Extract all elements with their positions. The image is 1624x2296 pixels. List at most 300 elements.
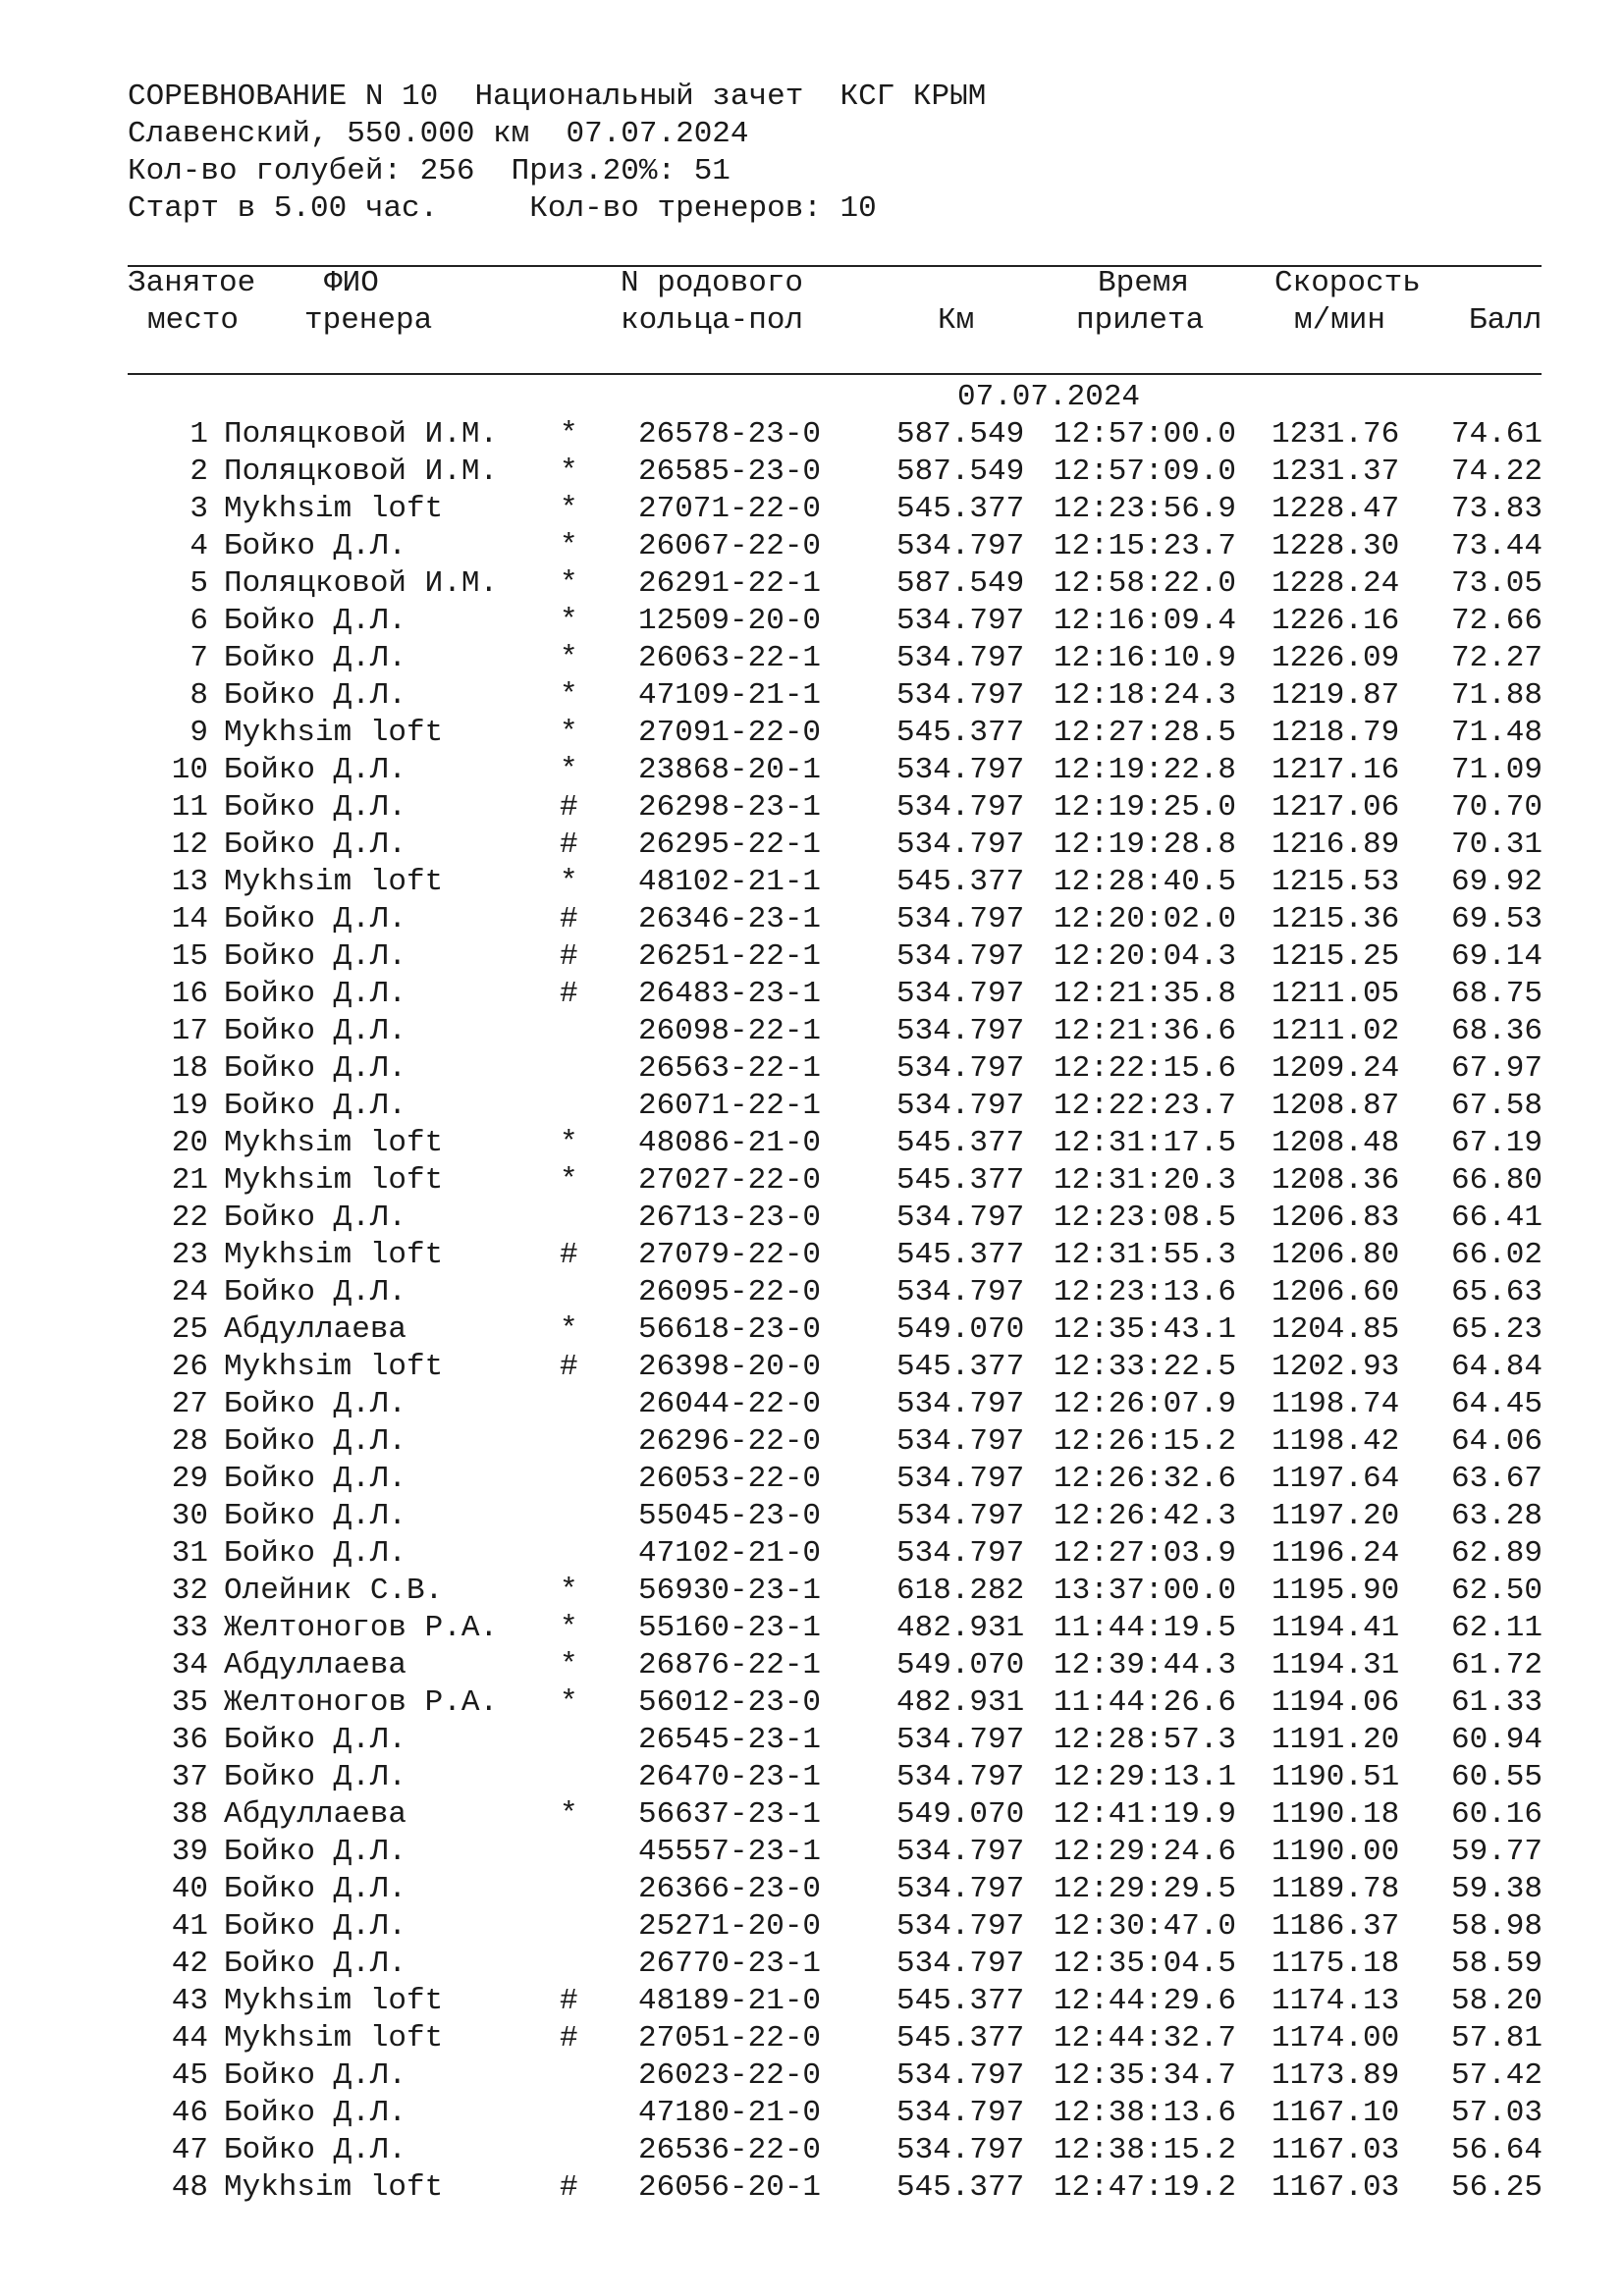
table-row: [0, 416, 1624, 454]
score-cell: 71.48: [1450, 716, 1543, 750]
distance-cell: 534.797: [896, 1835, 1025, 1869]
trainer-name-cell: Бойко Д.Л.: [224, 1387, 407, 1421]
table-row: [0, 1311, 1624, 1349]
arrival-time-cell: 12:23:13.6: [1054, 1275, 1237, 1309]
arrival-time-cell: 12:16:09.4: [1054, 604, 1237, 638]
table-row: [0, 1983, 1624, 2020]
trainer-name-cell: Mykhsim loft: [224, 1984, 444, 2018]
table-row: [0, 715, 1624, 752]
arrival-time-cell: 12:21:35.8: [1054, 977, 1237, 1011]
table-row: [0, 1647, 1624, 1684]
speed-cell: 1194.31: [1272, 1648, 1400, 1682]
distance-cell: 534.797: [896, 1201, 1025, 1235]
distance-cell: 534.797: [896, 939, 1025, 974]
ring-number-cell: 26366-23-0: [638, 1872, 822, 1906]
place-cell: 48: [171, 2170, 208, 2205]
arrival-time-cell: 12:28:40.5: [1054, 865, 1237, 899]
speed-cell: 1174.13: [1272, 1984, 1400, 2018]
distance-cell: 482.931: [896, 1611, 1025, 1645]
table-row: [0, 454, 1624, 491]
ring-number-cell: 26713-23-0: [638, 1201, 822, 1235]
table-row: [0, 491, 1624, 528]
col-speed-header-1: Скорость: [1274, 266, 1421, 300]
ring-number-cell: 26563-22-1: [638, 1051, 822, 1086]
arrival-time-cell: 12:26:07.9: [1054, 1387, 1237, 1421]
table-row: [0, 1498, 1624, 1535]
distance-cell: 534.797: [896, 1947, 1025, 1981]
place-cell: 9: [189, 716, 208, 750]
mark-cell: #: [560, 1350, 578, 1384]
speed-cell: 1228.47: [1272, 492, 1400, 526]
trainer-name-cell: Бойко Д.Л.: [224, 753, 407, 787]
speed-cell: 1231.37: [1272, 454, 1400, 489]
speed-cell: 1175.18: [1272, 1947, 1400, 1981]
ring-number-cell: 26545-23-1: [638, 1723, 822, 1757]
competition-title: СОРЕВНОВАНИЕ N 10 Национальный зачет КСГ КРЫМ: [128, 80, 987, 114]
ring-number-cell: 48189-21-0: [638, 1984, 822, 2018]
place-cell: 2: [189, 454, 208, 489]
col-time-header-2: прилета: [1076, 303, 1205, 338]
score-cell: 61.72: [1450, 1648, 1543, 1682]
mark-cell: *: [560, 678, 578, 713]
place-cell: 1: [189, 417, 208, 452]
table-row: [0, 827, 1624, 864]
arrival-time-cell: 12:41:19.9: [1054, 1797, 1237, 1832]
score-cell: 58.20: [1450, 1984, 1543, 2018]
trainer-name-cell: Абдуллаева: [224, 1797, 407, 1832]
mark-cell: *: [560, 492, 578, 526]
ring-number-cell: 26398-20-0: [638, 1350, 822, 1384]
place-cell: 41: [171, 1909, 208, 1944]
trainer-name-cell: Бойко Д.Л.: [224, 1275, 407, 1309]
arrival-time-cell: 12:30:47.0: [1054, 1909, 1237, 1944]
arrival-time-cell: 12:22:15.6: [1054, 1051, 1237, 1086]
score-cell: 58.98: [1450, 1909, 1543, 1944]
ring-number-cell: 12509-20-0: [638, 604, 822, 638]
arrival-time-cell: 12:35:34.7: [1054, 2058, 1237, 2093]
trainer-name-cell: Mykhsim loft: [224, 865, 444, 899]
trainer-name-cell: Mykhsim loft: [224, 2170, 444, 2205]
mark-cell: #: [560, 2021, 578, 2056]
mark-cell: *: [560, 716, 578, 750]
trainer-name-cell: Бойко Д.Л.: [224, 902, 407, 936]
ring-number-cell: 47102-21-0: [638, 1536, 822, 1571]
trainer-name-cell: Бойко Д.Л.: [224, 604, 407, 638]
place-cell: 36: [171, 1723, 208, 1757]
trainer-name-cell: Поляцковой И.М.: [224, 454, 499, 489]
mark-cell: #: [560, 939, 578, 974]
place-cell: 28: [171, 1424, 208, 1459]
ring-number-cell: 56930-23-1: [638, 1574, 822, 1608]
score-cell: 57.81: [1450, 2021, 1543, 2056]
score-cell: 69.53: [1450, 902, 1543, 936]
speed-cell: 1174.00: [1272, 2021, 1400, 2056]
mark-cell: #: [560, 1984, 578, 2018]
arrival-time-cell: 12:31:55.3: [1054, 1238, 1237, 1272]
table-row: [0, 1349, 1624, 1386]
ring-number-cell: 48102-21-1: [638, 865, 822, 899]
distance-cell: 534.797: [896, 604, 1025, 638]
place-cell: 24: [171, 1275, 208, 1309]
col-name-header-1: ФИО: [324, 266, 379, 300]
score-cell: 60.16: [1450, 1797, 1543, 1832]
col-ring-header-2: кольца-пол: [621, 303, 804, 338]
trainer-name-cell: Бойко Д.Л.: [224, 828, 407, 862]
race-info: Славенский, 550.000 км 07.07.2024: [128, 117, 749, 151]
arrival-time-cell: 12:27:03.9: [1054, 1536, 1237, 1571]
mark-cell: *: [560, 753, 578, 787]
score-cell: 74.22: [1450, 454, 1543, 489]
speed-cell: 1196.24: [1272, 1536, 1400, 1571]
distance-cell: 545.377: [896, 2021, 1025, 2056]
trainer-name-cell: Бойко Д.Л.: [224, 1872, 407, 1906]
speed-cell: 1197.64: [1272, 1462, 1400, 1496]
speed-cell: 1206.60: [1272, 1275, 1400, 1309]
trainer-name-cell: Бойко Д.Л.: [224, 2133, 407, 2167]
table-row: [0, 2020, 1624, 2057]
table-row: [0, 864, 1624, 901]
trainer-name-cell: Mykhsim loft: [224, 1350, 444, 1384]
place-cell: 39: [171, 1835, 208, 1869]
arrival-time-cell: 12:28:57.3: [1054, 1723, 1237, 1757]
distance-cell: 534.797: [896, 1387, 1025, 1421]
distance-cell: 534.797: [896, 2133, 1025, 2167]
ring-number-cell: 26536-22-0: [638, 2133, 822, 2167]
speed-cell: 1215.36: [1272, 902, 1400, 936]
trainer-name-cell: Бойко Д.Л.: [224, 1723, 407, 1757]
score-cell: 69.14: [1450, 939, 1543, 974]
table-row: [0, 528, 1624, 565]
trainer-name-cell: Бойко Д.Л.: [224, 2058, 407, 2093]
distance-cell: 534.797: [896, 1760, 1025, 1794]
arrival-time-cell: 12:47:19.2: [1054, 2170, 1237, 2205]
table-row: [0, 565, 1624, 603]
place-cell: 43: [171, 1984, 208, 2018]
trainer-name-cell: Желтоногов Р.А.: [224, 1685, 499, 1720]
distance-cell: 534.797: [896, 1909, 1025, 1944]
table-row: [0, 1050, 1624, 1088]
place-cell: 26: [171, 1350, 208, 1384]
trainer-name-cell: Бойко Д.Л.: [224, 939, 407, 974]
speed-cell: 1186.37: [1272, 1909, 1400, 1944]
ring-number-cell: 27051-22-0: [638, 2021, 822, 2056]
place-cell: 25: [171, 1312, 208, 1347]
arrival-time-cell: 12:39:44.3: [1054, 1648, 1237, 1682]
ring-number-cell: 45557-23-1: [638, 1835, 822, 1869]
trainer-name-cell: Mykhsim loft: [224, 1238, 444, 1272]
distance-cell: 534.797: [896, 902, 1025, 936]
arrival-time-cell: 11:44:26.6: [1054, 1685, 1237, 1720]
arrival-time-cell: 12:26:15.2: [1054, 1424, 1237, 1459]
score-cell: 70.70: [1450, 790, 1543, 825]
trainer-name-cell: Поляцковой И.М.: [224, 566, 499, 601]
score-cell: 64.45: [1450, 1387, 1543, 1421]
speed-cell: 1190.18: [1272, 1797, 1400, 1832]
mark-cell: *: [560, 417, 578, 452]
table-row: [0, 1946, 1624, 1983]
mark-cell: *: [560, 1685, 578, 1720]
place-cell: 16: [171, 977, 208, 1011]
trainer-name-cell: Поляцковой И.М.: [224, 417, 499, 452]
place-cell: 40: [171, 1872, 208, 1906]
score-cell: 63.28: [1450, 1499, 1543, 1533]
start-info: Старт в 5.00 час. Кол-во тренеров: 10: [128, 191, 877, 226]
distance-cell: 534.797: [896, 1536, 1025, 1571]
table-row: [0, 1125, 1624, 1162]
score-cell: 67.19: [1450, 1126, 1543, 1160]
table-row: [0, 2095, 1624, 2132]
ring-number-cell: 47109-21-1: [638, 678, 822, 713]
trainer-name-cell: Бойко Д.Л.: [224, 790, 407, 825]
speed-cell: 1206.83: [1272, 1201, 1400, 1235]
table-row: [0, 1088, 1624, 1125]
ring-number-cell: 26063-22-1: [638, 641, 822, 675]
arrival-time-cell: 12:29:24.6: [1054, 1835, 1237, 1869]
table-row: [0, 1722, 1624, 1759]
mark-cell: *: [560, 454, 578, 489]
col-speed-header-2: м/мин: [1294, 303, 1386, 338]
arrival-time-cell: 12:15:23.7: [1054, 529, 1237, 563]
table-row: [0, 2169, 1624, 2207]
place-cell: 35: [171, 1685, 208, 1720]
speed-cell: 1208.48: [1272, 1126, 1400, 1160]
arrival-time-cell: 12:26:32.6: [1054, 1462, 1237, 1496]
place-cell: 30: [171, 1499, 208, 1533]
table-row: [0, 1237, 1624, 1274]
distance-cell: 534.797: [896, 828, 1025, 862]
distance-cell: 534.797: [896, 1424, 1025, 1459]
arrival-time-cell: 13:37:00.0: [1054, 1574, 1237, 1608]
trainer-name-cell: Олейник С.В.: [224, 1574, 444, 1608]
arrival-time-cell: 12:33:22.5: [1054, 1350, 1237, 1384]
distance-cell: 545.377: [896, 716, 1025, 750]
ring-number-cell: 26770-23-1: [638, 1947, 822, 1981]
ring-number-cell: 26067-22-0: [638, 529, 822, 563]
place-cell: 32: [171, 1574, 208, 1608]
speed-cell: 1167.03: [1272, 2170, 1400, 2205]
mark-cell: *: [560, 1648, 578, 1682]
place-cell: 5: [189, 566, 208, 601]
distance-cell: 618.282: [896, 1574, 1025, 1608]
place-cell: 34: [171, 1648, 208, 1682]
distance-cell: 545.377: [896, 1984, 1025, 2018]
speed-cell: 1208.87: [1272, 1089, 1400, 1123]
distance-cell: 534.797: [896, 1723, 1025, 1757]
speed-cell: 1218.79: [1272, 716, 1400, 750]
trainer-name-cell: Бойко Д.Л.: [224, 1835, 407, 1869]
trainer-name-cell: Бойко Д.Л.: [224, 1462, 407, 1496]
arrival-time-cell: 12:21:36.6: [1054, 1014, 1237, 1048]
score-cell: 71.09: [1450, 753, 1543, 787]
table-row: [0, 1274, 1624, 1311]
col-time-header-1: Время: [1098, 266, 1190, 300]
speed-cell: 1226.09: [1272, 641, 1400, 675]
arrival-time-cell: 12:29:29.5: [1054, 1872, 1237, 1906]
score-cell: 60.55: [1450, 1760, 1543, 1794]
ring-number-cell: 26295-22-1: [638, 828, 822, 862]
mark-cell: #: [560, 977, 578, 1011]
score-cell: 65.23: [1450, 1312, 1543, 1347]
place-cell: 33: [171, 1611, 208, 1645]
score-cell: 57.03: [1450, 2096, 1543, 2130]
score-cell: 59.38: [1450, 1872, 1543, 1906]
speed-cell: 1216.89: [1272, 828, 1400, 862]
ring-number-cell: 23868-20-1: [638, 753, 822, 787]
score-cell: 66.80: [1450, 1163, 1543, 1198]
place-cell: 10: [171, 753, 208, 787]
trainer-name-cell: Абдуллаева: [224, 1312, 407, 1347]
ring-number-cell: 26876-22-1: [638, 1648, 822, 1682]
distance-cell: 545.377: [896, 492, 1025, 526]
trainer-name-cell: Mykhsim loft: [224, 716, 444, 750]
ring-number-cell: 56637-23-1: [638, 1797, 822, 1832]
speed-cell: 1167.03: [1272, 2133, 1400, 2167]
place-cell: 12: [171, 828, 208, 862]
ring-number-cell: 26346-23-1: [638, 902, 822, 936]
speed-cell: 1198.42: [1272, 1424, 1400, 1459]
mark-cell: *: [560, 1574, 578, 1608]
col-place-header-1: Занятое: [128, 266, 256, 300]
place-cell: 47: [171, 2133, 208, 2167]
ring-number-cell: 26585-23-0: [638, 454, 822, 489]
date-label: 07.07.2024: [957, 380, 1141, 414]
table-row: [0, 1200, 1624, 1237]
table-row: [0, 938, 1624, 976]
table-row: [0, 1386, 1624, 1423]
speed-cell: 1190.51: [1272, 1760, 1400, 1794]
arrival-time-cell: 12:26:42.3: [1054, 1499, 1237, 1533]
trainer-name-cell: Бойко Д.Л.: [224, 1089, 407, 1123]
mark-cell: *: [560, 529, 578, 563]
speed-cell: 1197.20: [1272, 1499, 1400, 1533]
trainer-name-cell: Бойко Д.Л.: [224, 977, 407, 1011]
place-cell: 20: [171, 1126, 208, 1160]
distance-cell: 534.797: [896, 678, 1025, 713]
score-cell: 66.41: [1450, 1201, 1543, 1235]
mark-cell: #: [560, 828, 578, 862]
trainer-name-cell: Бойко Д.Л.: [224, 678, 407, 713]
ring-number-cell: 26044-22-0: [638, 1387, 822, 1421]
col-place-header-2: место: [147, 303, 240, 338]
speed-cell: 1208.36: [1272, 1163, 1400, 1198]
trainer-name-cell: Бойко Д.Л.: [224, 1424, 407, 1459]
trainer-name-cell: Mykhsim loft: [224, 492, 444, 526]
arrival-time-cell: 12:20:02.0: [1054, 902, 1237, 936]
place-cell: 6: [189, 604, 208, 638]
place-cell: 13: [171, 865, 208, 899]
speed-cell: 1191.20: [1272, 1723, 1400, 1757]
place-cell: 42: [171, 1947, 208, 1981]
arrival-time-cell: 12:31:20.3: [1054, 1163, 1237, 1198]
score-cell: 62.11: [1450, 1611, 1543, 1645]
score-cell: 56.64: [1450, 2133, 1543, 2167]
place-cell: 4: [189, 529, 208, 563]
arrival-time-cell: 12:38:15.2: [1054, 2133, 1237, 2167]
speed-cell: 1202.93: [1272, 1350, 1400, 1384]
place-cell: 31: [171, 1536, 208, 1571]
arrival-time-cell: 12:18:24.3: [1054, 678, 1237, 713]
trainer-name-cell: Бойко Д.Л.: [224, 1051, 407, 1086]
table-row: [0, 1162, 1624, 1200]
table-row: [0, 1535, 1624, 1573]
ring-number-cell: 27079-22-0: [638, 1238, 822, 1272]
arrival-time-cell: 12:19:28.8: [1054, 828, 1237, 862]
mark-cell: *: [560, 1797, 578, 1832]
ring-number-cell: 26578-23-0: [638, 417, 822, 452]
pigeon-count: Кол-во голубей: 256 Приз.20%: 51: [128, 154, 731, 188]
place-cell: 27: [171, 1387, 208, 1421]
table-row: [0, 1796, 1624, 1834]
distance-cell: 587.549: [896, 417, 1025, 452]
score-cell: 56.25: [1450, 2170, 1543, 2205]
speed-cell: 1209.24: [1272, 1051, 1400, 1086]
distance-cell: 534.797: [896, 1051, 1025, 1086]
arrival-time-cell: 12:27:28.5: [1054, 716, 1237, 750]
ring-number-cell: 27027-22-0: [638, 1163, 822, 1198]
distance-cell: 482.931: [896, 1685, 1025, 1720]
trainer-name-cell: Бойко Д.Л.: [224, 1909, 407, 1944]
distance-cell: 534.797: [896, 529, 1025, 563]
score-cell: 71.88: [1450, 678, 1543, 713]
speed-cell: 1219.87: [1272, 678, 1400, 713]
distance-cell: 587.549: [896, 454, 1025, 489]
table-row: [0, 640, 1624, 677]
score-cell: 64.06: [1450, 1424, 1543, 1459]
trainer-name-cell: Бойко Д.Л.: [224, 1760, 407, 1794]
distance-cell: 534.797: [896, 1462, 1025, 1496]
score-cell: 65.63: [1450, 1275, 1543, 1309]
score-cell: 68.36: [1450, 1014, 1543, 1048]
table-row: [0, 2132, 1624, 2169]
score-cell: 72.27: [1450, 641, 1543, 675]
mark-cell: #: [560, 1238, 578, 1272]
trainer-name-cell: Mykhsim loft: [224, 1163, 444, 1198]
speed-cell: 1215.53: [1272, 865, 1400, 899]
ring-number-cell: 26298-23-1: [638, 790, 822, 825]
table-row: [0, 1908, 1624, 1946]
distance-cell: 545.377: [896, 865, 1025, 899]
score-cell: 67.58: [1450, 1089, 1543, 1123]
arrival-time-cell: 12:20:04.3: [1054, 939, 1237, 974]
arrival-time-cell: 12:35:04.5: [1054, 1947, 1237, 1981]
score-cell: 61.33: [1450, 1685, 1543, 1720]
score-cell: 62.50: [1450, 1574, 1543, 1608]
ring-number-cell: 55045-23-0: [638, 1499, 822, 1533]
arrival-time-cell: 12:22:23.7: [1054, 1089, 1237, 1123]
distance-cell: 549.070: [896, 1797, 1025, 1832]
speed-cell: 1194.06: [1272, 1685, 1400, 1720]
distance-cell: 534.797: [896, 1499, 1025, 1533]
place-cell: 46: [171, 2096, 208, 2130]
score-cell: 57.42: [1450, 2058, 1543, 2093]
speed-cell: 1215.25: [1272, 939, 1400, 974]
arrival-time-cell: 12:57:09.0: [1054, 454, 1237, 489]
table-row: [0, 901, 1624, 938]
ring-number-cell: 26291-22-1: [638, 566, 822, 601]
table-row: [0, 1684, 1624, 1722]
speed-cell: 1226.16: [1272, 604, 1400, 638]
score-cell: 67.97: [1450, 1051, 1543, 1086]
speed-cell: 1167.10: [1272, 2096, 1400, 2130]
ring-number-cell: 47180-21-0: [638, 2096, 822, 2130]
table-row: [0, 1610, 1624, 1647]
score-cell: 72.66: [1450, 604, 1543, 638]
distance-cell: 534.797: [896, 1872, 1025, 1906]
speed-cell: 1198.74: [1272, 1387, 1400, 1421]
distance-cell: 534.797: [896, 2058, 1025, 2093]
speed-cell: 1217.06: [1272, 790, 1400, 825]
ring-number-cell: 56012-23-0: [638, 1685, 822, 1720]
